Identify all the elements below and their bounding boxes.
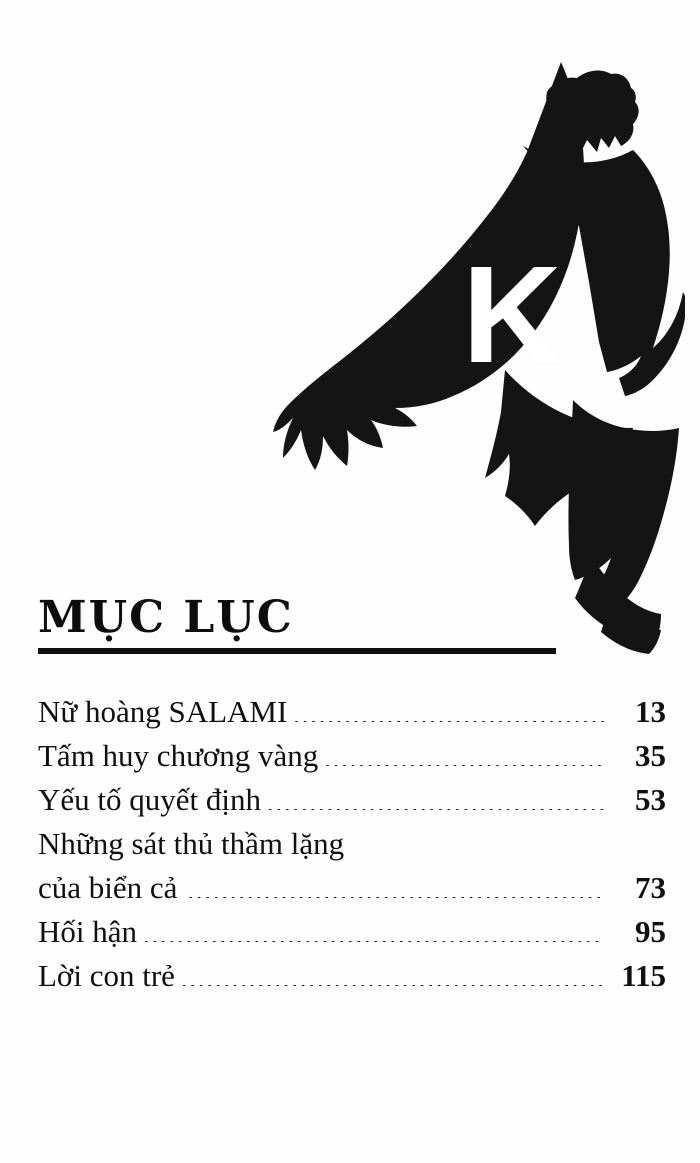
toc-entry-title: Hối hận xyxy=(38,914,138,949)
toc-entry-title: Nữ hoàng SALAMI xyxy=(38,694,288,729)
cover-letter-k: K xyxy=(462,238,560,392)
toc-leader-dots xyxy=(181,985,604,986)
toc-entry[interactable] xyxy=(38,866,666,910)
toc-entry-page: 53 xyxy=(635,782,666,817)
toc-leader-dots xyxy=(267,809,604,810)
toc-leader-dots xyxy=(293,721,604,722)
toc-entry-title: Tấm huy chương vàng xyxy=(38,738,319,773)
table-of-contents xyxy=(38,690,666,998)
toc-entry-page: 13 xyxy=(635,694,666,729)
toc-leader-dots xyxy=(324,765,604,766)
page-title: MỤC LỤC xyxy=(38,592,294,643)
toc-entry-page: 95 xyxy=(635,914,666,949)
toc-entry[interactable] xyxy=(38,734,666,778)
toc-entry-title: Những sát thủ thầm lặng xyxy=(38,826,345,861)
toc-entry-title: của biển cả xyxy=(38,870,178,905)
toc-entry-page: 73 xyxy=(635,870,666,905)
toc-leader-dots xyxy=(187,897,604,898)
toc-entry-title: Lời con trẻ xyxy=(38,958,175,993)
toc-entry[interactable] xyxy=(38,822,666,866)
toc-entry[interactable] xyxy=(38,778,666,822)
caped-figure-silhouette xyxy=(255,40,685,660)
toc-entry[interactable] xyxy=(38,690,666,734)
toc-entry[interactable] xyxy=(38,910,666,954)
toc-entry-page: 115 xyxy=(621,958,666,993)
toc-entry-page: 35 xyxy=(635,738,666,773)
toc-entry[interactable] xyxy=(38,954,666,998)
title-divider xyxy=(38,648,556,654)
toc-entry-title: Yếu tố quyết định xyxy=(38,782,261,817)
toc-leader-dots xyxy=(143,941,604,942)
